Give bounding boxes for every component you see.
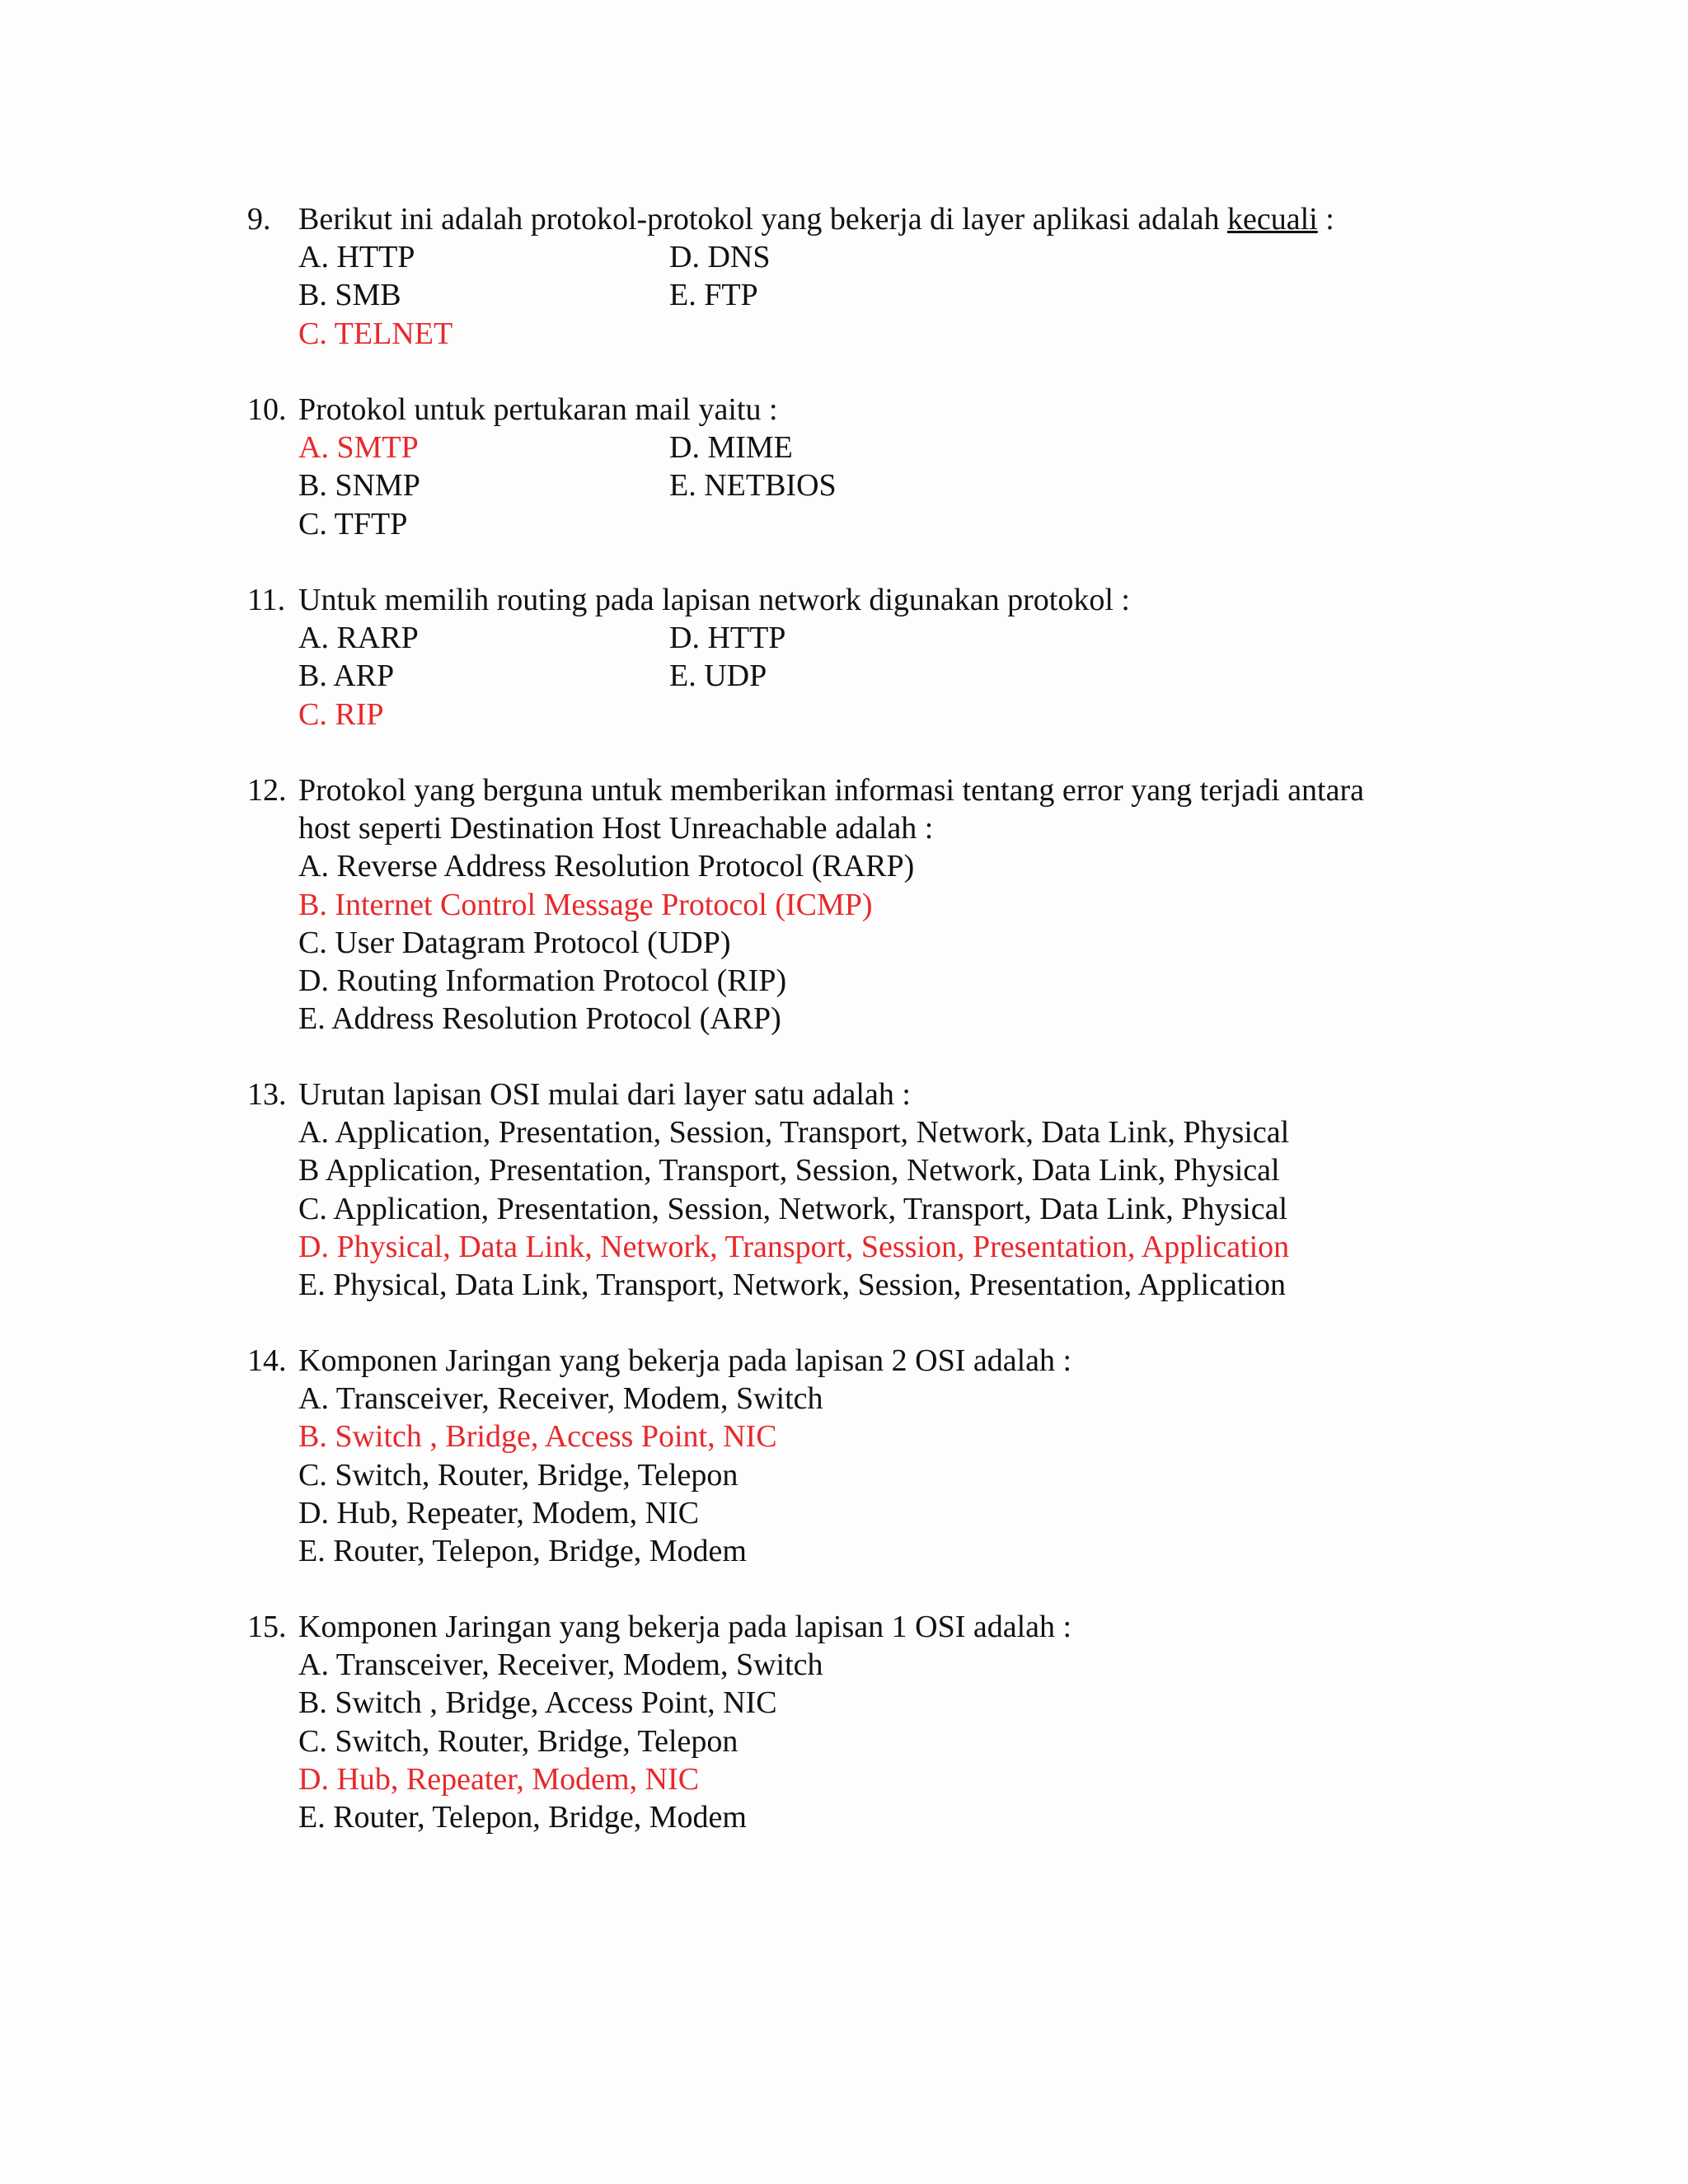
- question-number: 12.: [247, 773, 287, 808]
- question-text: Berikut ini adalah protokol-protokol yang bekerja di layer aplikasi adalah kecuali :: [298, 202, 1334, 237]
- question-11: [247, 581, 1484, 733]
- option: D. HTTP: [669, 621, 786, 656]
- option: E. NETBIOS: [669, 468, 837, 504]
- option: B. ARP: [298, 658, 395, 694]
- option: C. TFTP: [298, 506, 408, 541]
- question-text: Urutan lapisan OSI mulai dari layer satu adalah :: [298, 1077, 911, 1112]
- question-12-stem: [247, 771, 1484, 809]
- option: A. Reverse Address Resolution Protocol (RARP): [298, 849, 915, 884]
- question-number: 15.: [247, 1610, 287, 1644]
- correct-option: D. Hub, Repeater, Modem, NIC: [298, 1761, 700, 1797]
- question-14-options: [247, 1380, 1484, 1570]
- question-number: 11.: [247, 583, 286, 617]
- option: A. Transceiver, Receiver, Modem, Switch: [298, 1647, 823, 1683]
- question-number: 9.: [247, 202, 271, 237]
- question-number: 14.: [247, 1343, 287, 1378]
- option: B. Switch , Bridge, Access Point, NIC: [298, 1685, 777, 1721]
- question-15-options: [247, 1646, 1484, 1836]
- question-12-options: [247, 847, 1484, 1038]
- question-14-stem: [247, 1342, 1484, 1380]
- option: C. Switch, Router, Bridge, Telepon: [298, 1457, 738, 1493]
- option: A. RARP: [298, 621, 419, 656]
- correct-option: B. Switch , Bridge, Access Point, NIC: [298, 1419, 777, 1455]
- question-number: 10.: [247, 392, 287, 427]
- question-11-stem: [247, 581, 1484, 619]
- correct-option: C. RIP: [298, 696, 384, 732]
- option: D. Routing Information Protocol (RIP): [298, 963, 787, 998]
- question-12: [247, 771, 1484, 1038]
- correct-option: A. SMTP: [298, 430, 419, 466]
- option: E. Address Resolution Protocol (ARP): [298, 1001, 781, 1037]
- option: C. User Datagram Protocol (UDP): [298, 925, 731, 960]
- emphasis-underlined: kecuali: [1226, 202, 1318, 237]
- question-10-options: [247, 429, 1484, 543]
- option: B. SMB: [298, 278, 401, 313]
- question-9-options: [247, 238, 1484, 353]
- option: E. FTP: [669, 278, 758, 313]
- question-number: 13.: [247, 1077, 287, 1112]
- question-10: [247, 391, 1484, 543]
- question-11-options: [247, 619, 1484, 733]
- correct-option: C. TELNET: [298, 316, 453, 351]
- question-9: [247, 200, 1484, 353]
- option: D. Hub, Repeater, Modem, NIC: [298, 1495, 700, 1530]
- correct-option: B. Internet Control Message Protocol (ICMP): [298, 887, 873, 922]
- option: E. UDP: [669, 658, 767, 694]
- question-text: Protokol untuk pertukaran mail yaitu :: [298, 392, 778, 427]
- question-9-stem: [247, 200, 1484, 238]
- option: E. Physical, Data Link, Transport, Network, Session, Presentation, Application: [298, 1267, 1286, 1302]
- question-13-options: [247, 1113, 1484, 1304]
- option: B. SNMP: [298, 468, 420, 504]
- question-15: [247, 1608, 1484, 1836]
- question-text: Protokol yang berguna untuk memberikan informasi tentang error yang terjadi antara: [298, 773, 1365, 808]
- question-text: Komponen Jaringan yang bekerja pada lapisan 2 OSI adalah :: [298, 1343, 1072, 1378]
- question-15-stem: [247, 1608, 1484, 1646]
- option: C. Switch, Router, Bridge, Telepon: [298, 1723, 738, 1759]
- question-14: [247, 1342, 1484, 1570]
- option: C. Application, Presentation, Session, Network, Transport, Data Link, Physical: [298, 1191, 1288, 1226]
- option: D. DNS: [669, 240, 771, 275]
- option: A. HTTP: [298, 240, 415, 275]
- option: E. Router, Telepon, Bridge, Modem: [298, 1799, 747, 1835]
- option: E. Router, Telepon, Bridge, Modem: [298, 1533, 747, 1568]
- option: A. Application, Presentation, Session, Transport, Network, Data Link, Physical: [298, 1115, 1290, 1151]
- question-10-stem: [247, 391, 1484, 429]
- option: D. MIME: [669, 430, 793, 466]
- question-text: Komponen Jaringan yang bekerja pada lapisan 1 OSI adalah :: [298, 1610, 1072, 1644]
- question-13: [247, 1076, 1484, 1304]
- question-13-stem: [247, 1076, 1484, 1113]
- correct-option: D. Physical, Data Link, Network, Transport, Session, Presentation, Application: [298, 1229, 1290, 1264]
- option: A. Transceiver, Receiver, Modem, Switch: [298, 1381, 823, 1417]
- question-text-continuation: host seperti Destination Host Unreachable adalah :: [298, 811, 934, 846]
- option: B Application, Presentation, Transport, Session, Network, Data Link, Physical: [298, 1153, 1280, 1188]
- question-text: Untuk memilih routing pada lapisan network digunakan protokol :: [298, 583, 1130, 617]
